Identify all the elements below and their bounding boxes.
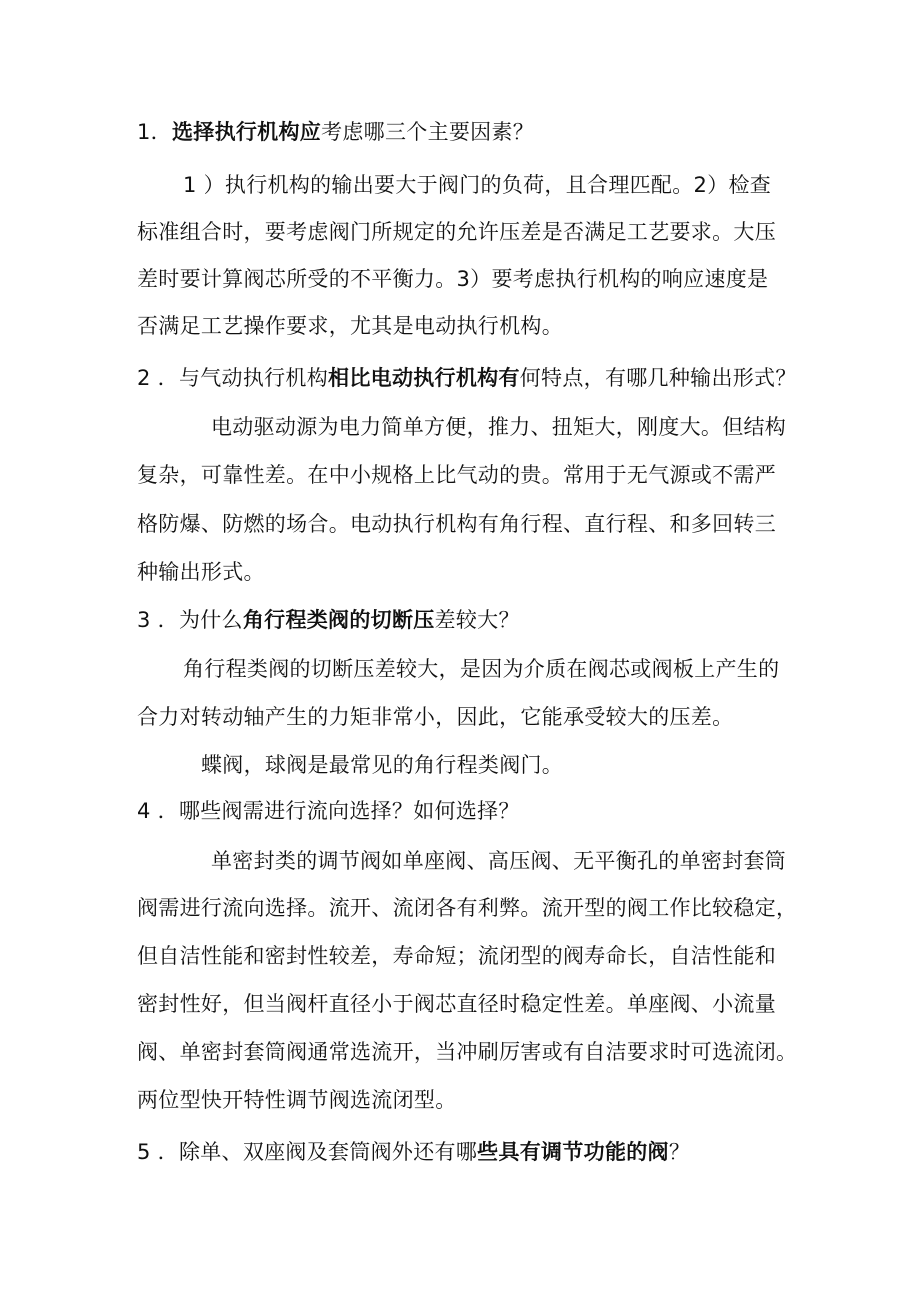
answer-1-line-2: 标准组合时，要考虑阀门所规定的允许压差是否满足工艺要求。大压 <box>137 220 776 244</box>
answer-2-line-2: 复杂，可靠性差。在中小规格上比气动的贵。常用于无气源或不需严 <box>137 463 776 487</box>
question-5 <box>137 1138 690 1166</box>
answer-2-line-3: 格防爆、防燃的场合。电动执行机构有角行程、直行程、和多回转三 <box>137 512 776 536</box>
question-number: 5 ． <box>137 1140 179 1164</box>
question-text: 考虑哪三个主要因素？ <box>321 120 535 144</box>
question-number: 4 ． <box>137 799 179 823</box>
answer-2-line-1: 电动驱动源为电力简单方便，推力、扭矩大，刚度大。但结构 <box>211 415 787 439</box>
answer-2-line-4: 种输出形式。 <box>137 560 265 584</box>
question-number: 3 ． <box>137 608 179 632</box>
question-number: 1． <box>137 120 172 144</box>
answer-3-line-1: 角行程类阀的切断压差较大，是因为介质在阀芯或阀板上产生的 <box>183 657 780 681</box>
answer-4-line-5: 阀、单密封套筒阀通常选流开，当冲刷厉害或有自洁要求时可选流闭。 <box>137 1040 798 1064</box>
question-text: ？ <box>668 1140 691 1164</box>
question-1 <box>137 118 534 146</box>
question-text: 何特点，有哪几种输出形式？ <box>519 366 797 390</box>
answer-1-line-4: 否满足工艺操作要求，尤其是电动执行机构。 <box>137 314 563 338</box>
question-text: 与气动执行机构 <box>178 366 329 390</box>
question-text: 除单、双座阀及套筒阀外还有哪 <box>178 1140 478 1164</box>
question-4 <box>137 797 520 825</box>
answer-4-line-3: 但自洁性能和密封性较差，寿命短；流闭型的阀寿命长，自洁性能和 <box>137 944 776 968</box>
question-text-bold: 些具有调节功能的阀 <box>477 1140 669 1164</box>
answer-1-line-1: 1 ）执行机构的输出要大于阀门的负荷，且合理匹配。2）检查 <box>183 173 772 197</box>
question-text: 哪些阀需进行流向选择？如何选择？ <box>178 799 520 823</box>
answer-4-line-2: 阀需进行流向选择。流开、流闭各有利弊。流开型的阀工作比较稳定， <box>137 896 798 920</box>
answer-4-line-1: 单密封类的调节阀如单座阀、高压阀、无平衡孔的单密封套筒 <box>211 849 787 873</box>
question-text: 为什么 <box>178 608 243 632</box>
question-3 <box>137 606 520 634</box>
question-2 <box>137 364 797 392</box>
question-text: 差较大？ <box>434 608 520 632</box>
answer-4-line-4: 密封性好，但当阀杆直径小于阀芯直径时稳定性差。单座阀、小流量 <box>137 992 776 1016</box>
question-text-bold: 选择执行机构应 <box>171 120 322 144</box>
answer-4-line-6: 两位型快开特性调节阀选流闭型。 <box>137 1088 457 1112</box>
answer-1-line-3: 差时要计算阀芯所受的不平衡力。3）要考虑执行机构的响应速度是 <box>137 267 769 291</box>
question-text-bold: 相比电动执行机构有 <box>328 366 520 390</box>
answer-3-line-3: 蝶阀，球阀是最常见的角行程类阀门。 <box>201 753 564 777</box>
question-text-bold: 角行程类阀的切断压 <box>242 608 435 632</box>
question-number: 2 ． <box>137 366 179 390</box>
answer-3-line-2: 合力对转动轴产生的力矩非常小，因此，它能承受较大的压差。 <box>137 705 734 729</box>
